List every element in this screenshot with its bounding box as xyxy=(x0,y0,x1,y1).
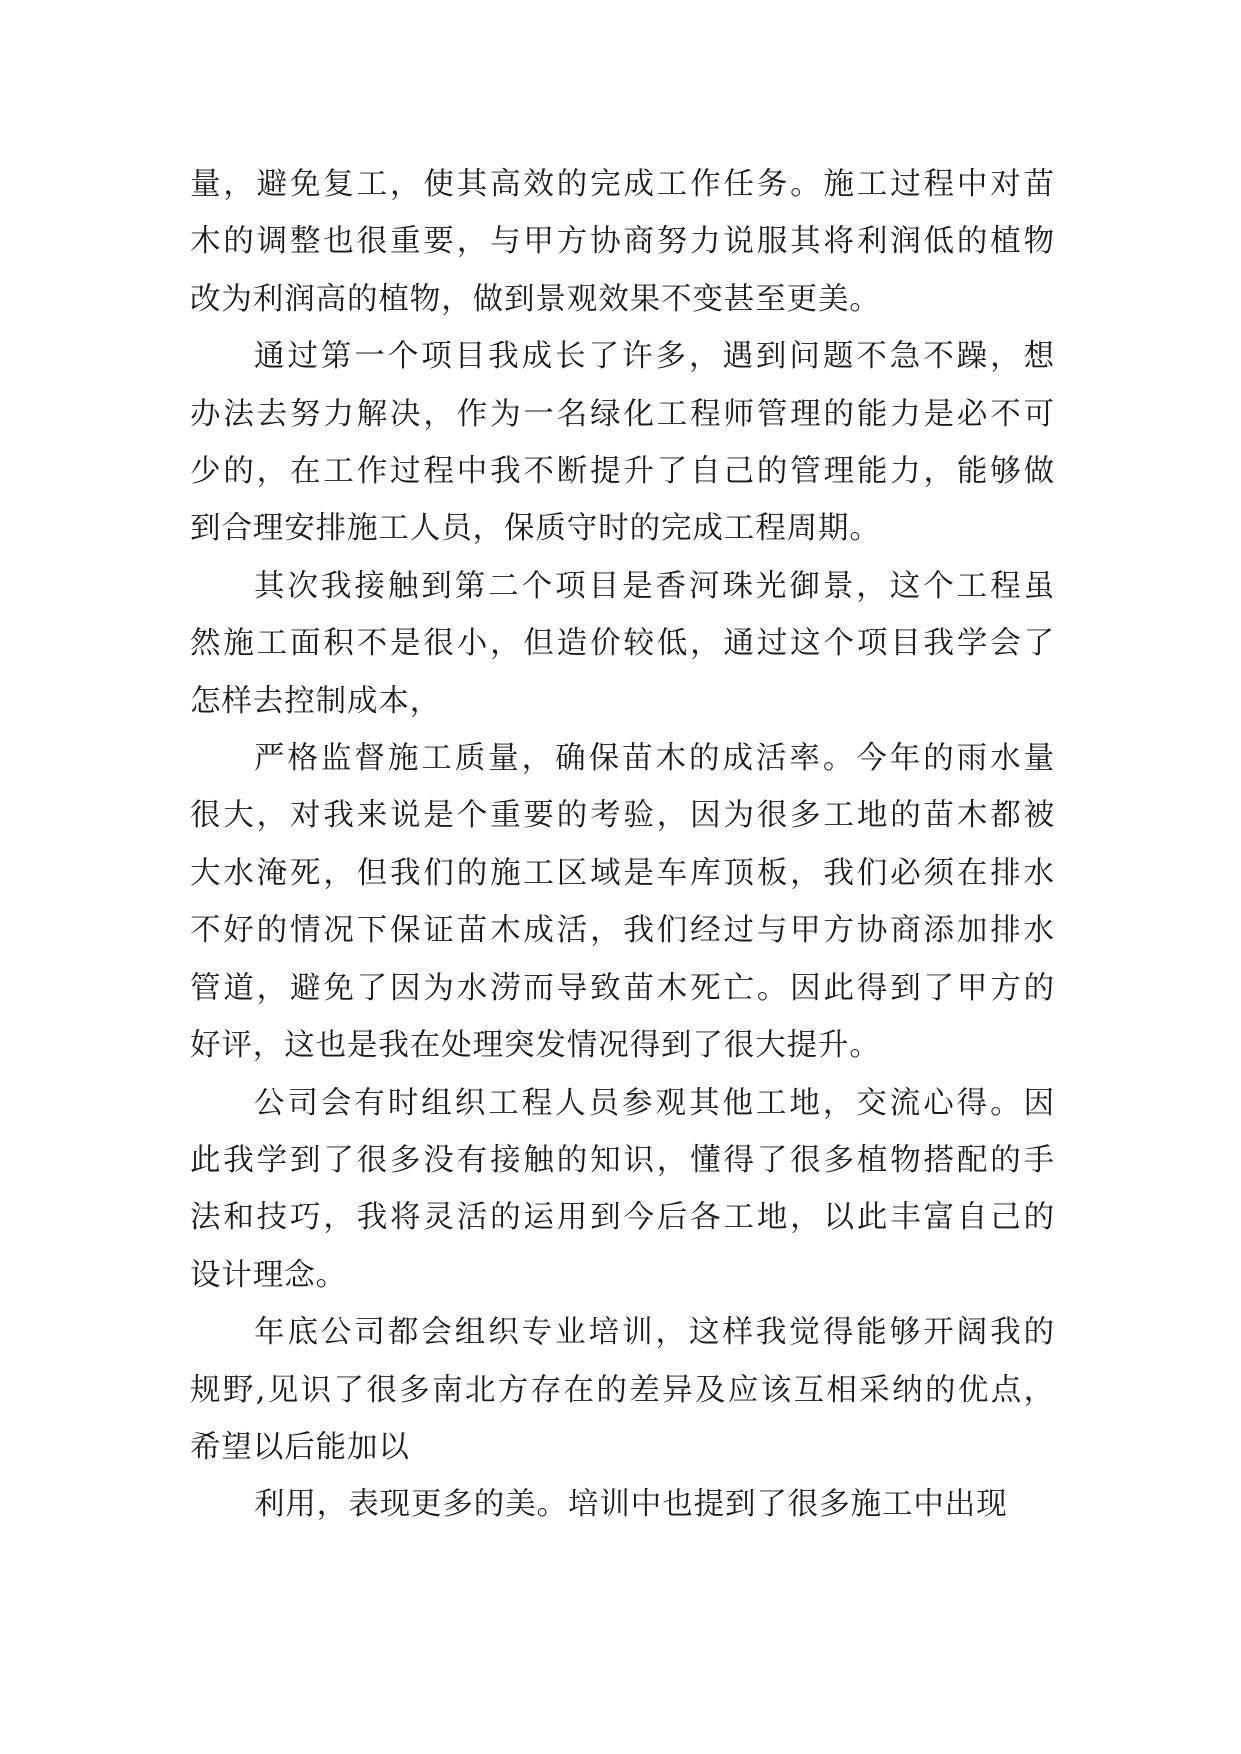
text-line: 很大，对我来说是个重要的考验，因为很多工地的苗木都被 xyxy=(190,798,1055,834)
text-line: 公司会有时组织工程人员参观其他工地，交流心得。因 xyxy=(254,1085,1055,1121)
text-line: 此我学到了很多没有接触的知识，懂得了很多植物搭配的手 xyxy=(190,1142,1055,1178)
text-line: 严格监督施工质量，确保苗木的成活率。今年的雨水量 xyxy=(254,741,1055,777)
text-line: 年底公司都会组织专业培训，这样我觉得能够开阔我的 xyxy=(254,1315,1055,1351)
paragraph xyxy=(190,558,1055,730)
paragraph xyxy=(190,1075,1055,1305)
text-line: 其次我接触到第二个项目是香河珠光御景，这个工程虽 xyxy=(254,568,1055,604)
text-line: 不好的情况下保证苗木成活，我们经过与甲方协商添加排水 xyxy=(190,913,1055,949)
body-text xyxy=(190,156,1055,1534)
text-line: 少的，在工作过程中我不断提升了自己的管理能力，能够做 xyxy=(190,454,1055,490)
text-line: 管道，避免了因为水涝而导致苗木死亡。因此得到了甲方的 xyxy=(190,970,1055,1006)
text-line: 然施工面积不是很小，但造价较低，通过这个项目我学会了 xyxy=(190,626,1055,662)
paragraph xyxy=(190,156,1055,328)
text-line: 规野,见识了很多南北方存在的差异及应该互相采纳的优点， xyxy=(190,1372,1055,1408)
text-line: 设计理念。 xyxy=(190,1257,347,1293)
paragraph xyxy=(190,1476,1055,1533)
text-line: 希望以后能加以 xyxy=(190,1429,410,1465)
text-line: 好评，这也是我在处理突发情况得到了很大提升。 xyxy=(190,1028,881,1064)
text-line: 利用，表现更多的美。培训中也提到了很多施工中出现 xyxy=(254,1487,1008,1523)
paragraph xyxy=(190,328,1055,558)
text-line: 木的调整也很重要，与甲方协商努力说服其将利润低的植物 xyxy=(190,224,1055,260)
paragraph xyxy=(190,1304,1055,1476)
text-line: 法和技巧，我将灵活的运用到今后各工地，以此丰富自己的 xyxy=(190,1200,1055,1236)
paragraph xyxy=(190,730,1055,1074)
text-line: 怎样去控制成本， xyxy=(190,683,442,719)
text-line: 办法去努力解决，作为一名绿化工程师管理的能力是必不可 xyxy=(190,396,1055,432)
text-line: 到合理安排施工人员，保质守时的完成工程周期。 xyxy=(190,511,881,547)
text-line: 量，避免复工，使其高效的完成工作任务。施工过程中对苗 xyxy=(190,167,1055,202)
text-line: 改为利润高的植物，做到景观效果不变甚至更美。 xyxy=(190,281,881,317)
text-line: 大水淹死，但我们的施工区域是车库顶板，我们必须在排水 xyxy=(190,855,1055,891)
text-line: 通过第一个项目我成长了许多，遇到问题不急不躁，想 xyxy=(254,339,1055,375)
